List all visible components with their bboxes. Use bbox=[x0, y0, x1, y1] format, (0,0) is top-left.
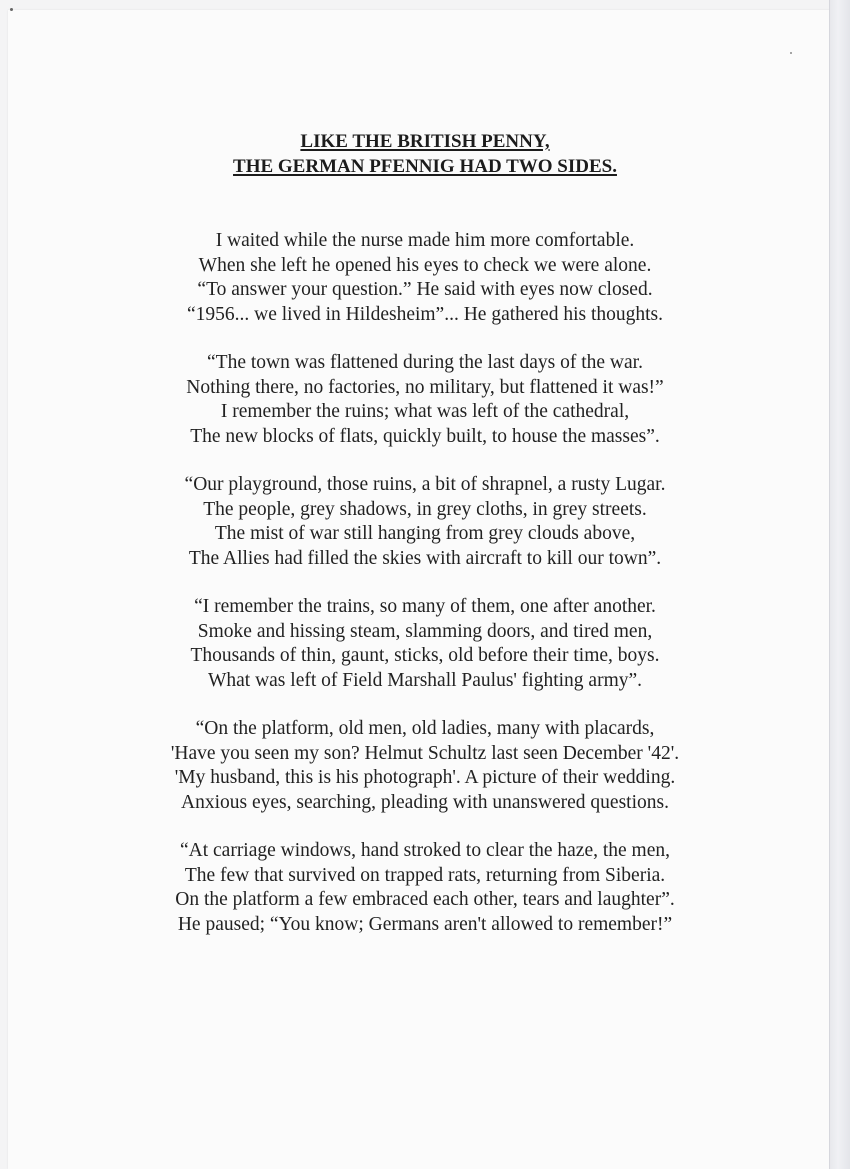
corner-mark bbox=[10, 8, 13, 11]
paper-speck bbox=[790, 52, 792, 54]
title-line-2: THE GERMAN PFENNIG HAD TWO SIDES. bbox=[233, 156, 617, 177]
poem-line: “On the platform, old men, old ladies, many with placards, bbox=[195, 718, 655, 739]
poem-line: He paused; “You know; Germans aren't allowed to remember!” bbox=[177, 913, 673, 935]
poem-line: I waited while the nurse made him more comfortable. bbox=[215, 230, 635, 251]
poem-line: “To answer your question.” He said with eyes now closed. bbox=[197, 279, 653, 300]
poem-body bbox=[0, 229, 850, 961]
stanza bbox=[0, 351, 850, 449]
poem-line: Nothing there, no factories, no military, but flattened it was!” bbox=[186, 376, 664, 398]
poem-line: Smoke and hissing steam, slamming doors, and tired men, bbox=[197, 620, 653, 642]
stanza bbox=[0, 839, 850, 937]
poem-line: On the platform a few embraced each other, tears and laughter”. bbox=[175, 889, 675, 910]
poem-line: “The town was flattened during the last days of the war. bbox=[207, 352, 643, 373]
stanza bbox=[0, 473, 850, 571]
stanza bbox=[0, 595, 850, 693]
poem-line: “At carriage windows, hand stroked to clear the haze, the men, bbox=[179, 840, 670, 861]
poem-line: When she left he opened his eyes to check we were alone. bbox=[198, 254, 652, 276]
poem-line: Thousands of thin, gaunt, sticks, old before their time, boys. bbox=[190, 645, 660, 666]
poem-line: The mist of war still hanging from grey clouds above, bbox=[214, 523, 636, 544]
stanza bbox=[0, 717, 850, 815]
poem-line: Anxious eyes, searching, pleading with unanswered questions. bbox=[181, 791, 669, 813]
poem-line: “1956... we lived in Hildesheim”... He gathered his thoughts. bbox=[186, 303, 664, 325]
poem-line: The few that survived on trapped rats, returning from Siberia. bbox=[184, 864, 666, 886]
poem-line: “I remember the trains, so many of them, one after another. bbox=[194, 596, 656, 617]
poem-line: The new blocks of flats, quickly built, to house the masses”. bbox=[190, 425, 660, 447]
poem-line: 'Have you seen my son? Helmut Schultz last seen December '42'. bbox=[170, 742, 680, 764]
poem-line: The Allies had filled the skies with aircraft to kill our town”. bbox=[188, 547, 662, 569]
poem-line: What was left of Field Marshall Paulus' fighting army”. bbox=[207, 669, 643, 691]
title-line-1: LIKE THE BRITISH PENNY, bbox=[300, 131, 550, 152]
poem-line: I remember the ruins; what was left of the cathedral, bbox=[220, 401, 630, 422]
poem-line: The people, grey shadows, in grey cloths, in grey streets. bbox=[203, 498, 647, 520]
poem-line: 'My husband, this is his photograph'. A picture of their wedding. bbox=[174, 767, 676, 788]
stanza bbox=[0, 229, 850, 327]
poem-title bbox=[0, 129, 850, 179]
poem-line: “Our playground, those ruins, a bit of shrapnel, a rusty Lugar. bbox=[184, 474, 666, 495]
